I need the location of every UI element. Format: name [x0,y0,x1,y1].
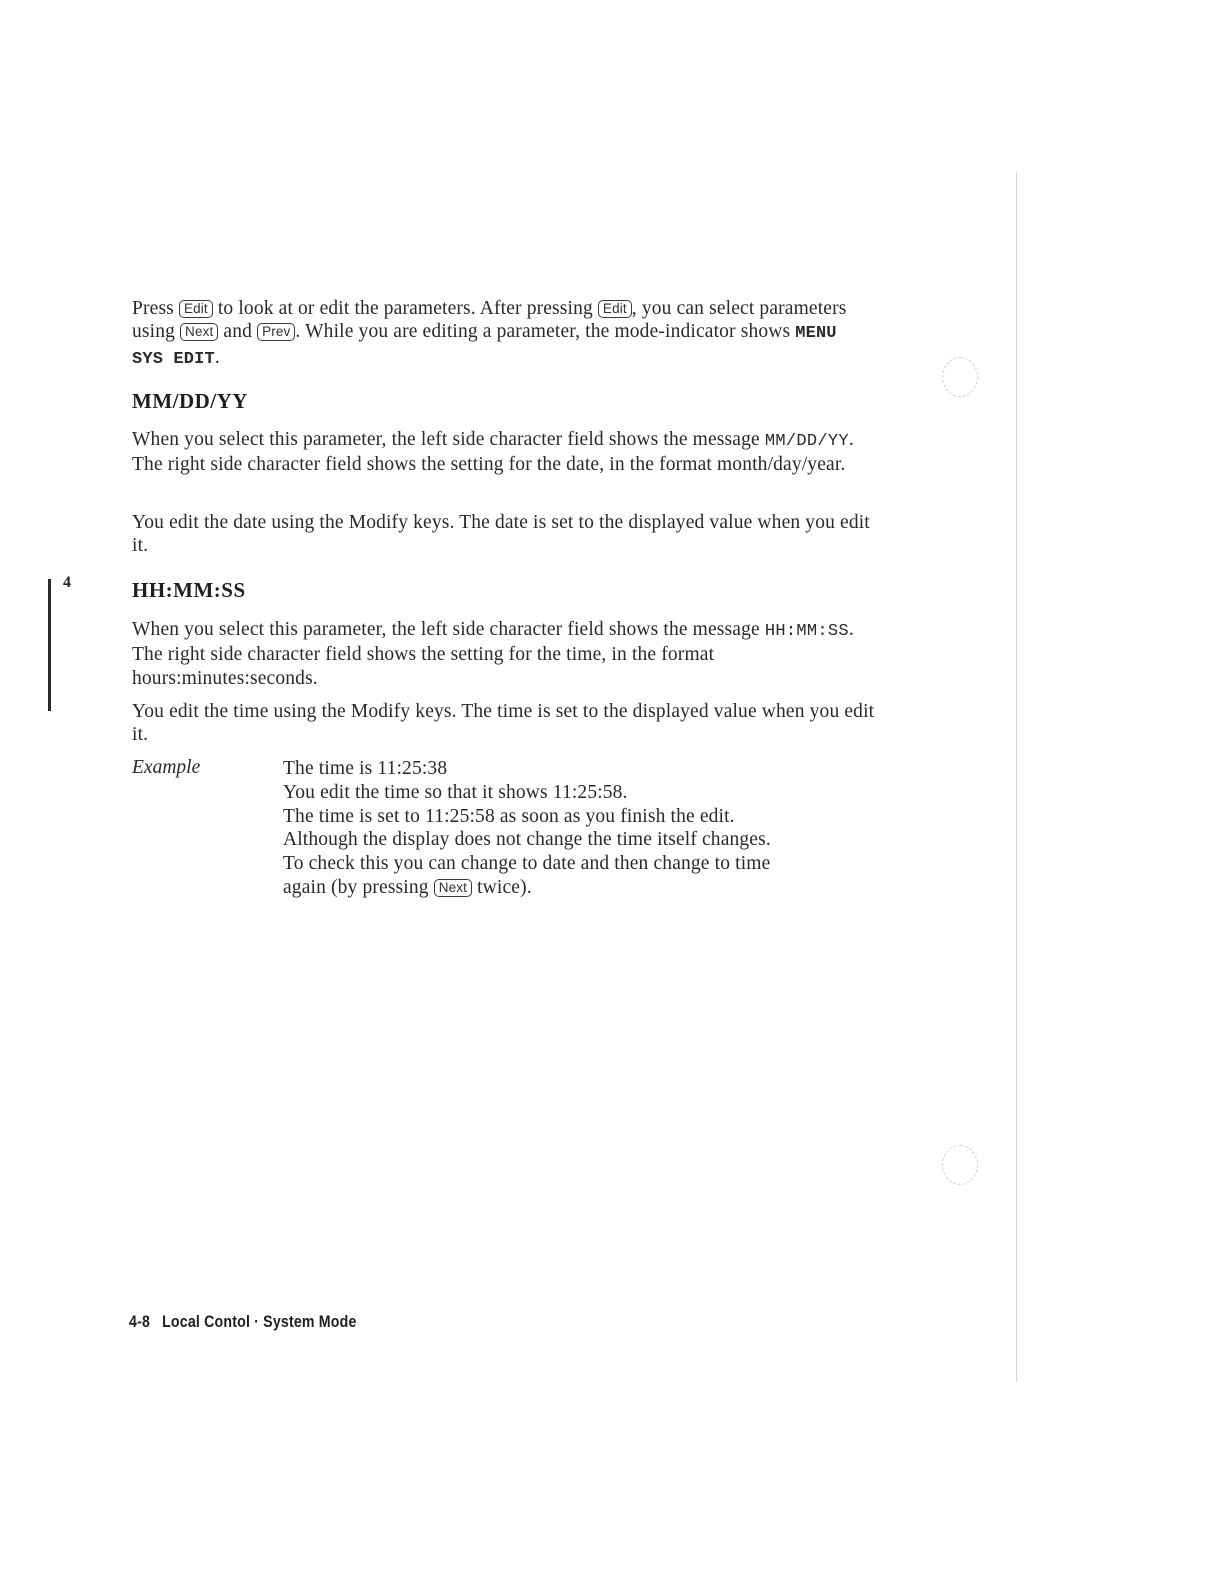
edit-key-icon: Edit [179,300,213,318]
example-line-6 [283,876,883,900]
date-heading: MM/DD/YY [132,389,248,413]
example-line-6-text-b: twice). [472,876,532,898]
time-p1-text-a: When you select this parameter, the left side character field shows the message [132,619,765,640]
time-paragraph-2: You edit the time using the Modify keys. The time is set to the displayed value when you edit it. [132,701,875,746]
intro-text-6: . [214,346,220,368]
time-paragraph-1 [132,618,877,690]
example-line-2: You edit the time so that it shows 11:25:58. [283,781,628,803]
binder-edge-line [1016,172,1017,1382]
next-key-icon: Next [180,323,218,341]
time-heading: HH:MM:SS [132,578,246,602]
example-label: Example [132,757,201,778]
prev-key-icon: Prev [257,323,295,341]
time-p1-text-b: . The right side character field shows the setting for the time, in the format hours:minutes:seconds. [132,619,854,689]
date-format-code: MM/DD/YY [764,432,849,451]
chapter-tab-number: 4 [63,574,71,591]
change-bar [48,579,51,711]
date-paragraph-2: You edit the date using the Modify keys. The date is set to the displayed value when you edit it. [132,512,870,557]
intro-text-1: Press [132,298,179,319]
example-line-1: The time is 11:25:38 [283,758,448,779]
intro-text-4: and [218,321,258,343]
punch-hole-bottom [942,1145,978,1185]
intro-text-5: . While you are editing a parameter, the mode-indicator shows [295,321,796,343]
intro-text-2: to look at or edit the parameters. After pressing [212,298,598,319]
punch-hole-top [942,357,978,397]
mode-indicator-text: MENU SYS EDIT [132,324,837,369]
date-p1-text-a: When you select this parameter, the left side character field shows the message [132,429,765,450]
edit-key-icon: Edit [598,300,632,318]
page-number: 4-8 [129,1313,151,1331]
example-line-6-text-a: again (by pressing [283,876,434,898]
intro-text-3: , you can select parameters using [132,298,847,343]
date-paragraph-1 [132,428,877,477]
date-p1-text-b: . The right side character field shows the setting for the date, in the format month/day/year. [132,429,854,476]
page-footer [129,1313,357,1332]
example-line-4: Although the display does not change the time itself changes. [283,829,771,851]
next-key-icon: Next [434,879,472,897]
example-body [283,757,883,900]
example-line-3: The time is set to 11:25:58 as soon as you finish the edit. [283,805,735,827]
example-line-5: To check this you can change to date and then change to time [283,853,771,875]
footer-title: Local Contol · System Mode [162,1313,357,1331]
intro-paragraph [132,297,877,371]
time-format-code: HH:MM:SS [764,622,849,641]
